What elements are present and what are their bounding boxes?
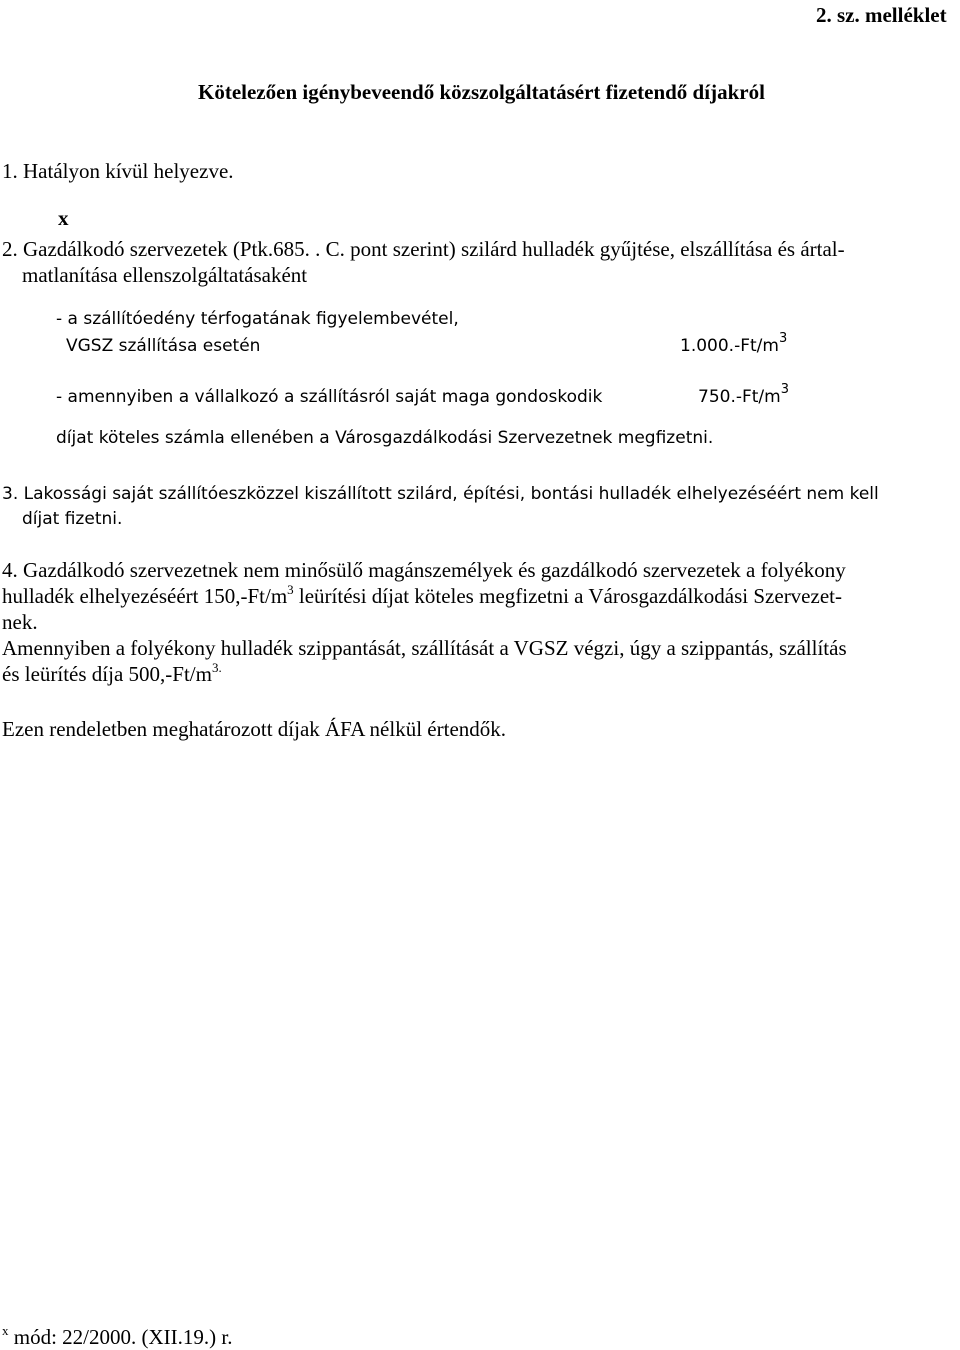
repeal-marker: x [58, 206, 69, 230]
section-2-line-1: 2. Gazdálkodó szervezetek (Ptk.685. . C. pont szerint) szilárd hulladék gyűjtése, elszállítása és ártal- [2, 237, 845, 261]
footnote: $^x$ mód: 22/2000. (XII.19.) r. [2, 1323, 233, 1349]
vat-note: Ezen rendeletben meghatározott díjak ÁFA nélkül értendők. [2, 717, 507, 741]
fee-item-1-line-2: VGSZ szállítása esetén [66, 336, 261, 356]
section-4-line-5: és leürítés díja $500,-Ft/m^{3.}$ [2, 660, 222, 686]
section-1-text: 1. Hatályon kívül helyezve. [2, 159, 234, 183]
fee-item-2-text: - amennyiben a vállalkozó a szállításról saját maga gondoskodik [56, 387, 603, 407]
page-title: Kötelezően igénybeveendő közszolgáltatásért fizetendő díjakról [198, 80, 765, 104]
section-4-line-4: Amennyiben a folyékony hulladék szippantását, szállítását a VGSZ végzi, úgy a szippantás, szállítás [2, 636, 847, 660]
section-3-line-1: 3. Lakossági saját szállítóeszközzel kiszállított szilárd, építési, bontási hulladék elhelyezéséért nem kell [2, 484, 879, 504]
section-2-line-2: matlanítása ellenszolgáltatásaként [22, 263, 308, 287]
fee-item-1-price: $1.000.-Ft/m^3$ [680, 331, 788, 356]
section-4-line-1: 4. Gazdálkodó szervezetnek nem minősülő magánszemélyek és gazdálkodó szervezetek a folyékony [2, 558, 846, 582]
section-4-line-2: hulladék elhelyezéséért $150,-Ft/m^3$ leürítési díjat köteles megfizetni a Városgazdálkodási Szervezet- [2, 582, 842, 608]
fee-item-2-price: $750.-Ft/m^3$ [698, 382, 789, 407]
section-4-line-3: nek. [2, 610, 38, 634]
section-2-closing: díjat köteles számla ellenében a Városgazdálkodási Szervezetnek megfizetni. [56, 428, 714, 448]
annex-label: 2. sz. melléklet [816, 3, 947, 27]
section-3-line-2: díjat fizetni. [22, 509, 123, 529]
fee-item-1-line-1: - a szállítóedény térfogatának figyelembevétel, [56, 309, 459, 329]
